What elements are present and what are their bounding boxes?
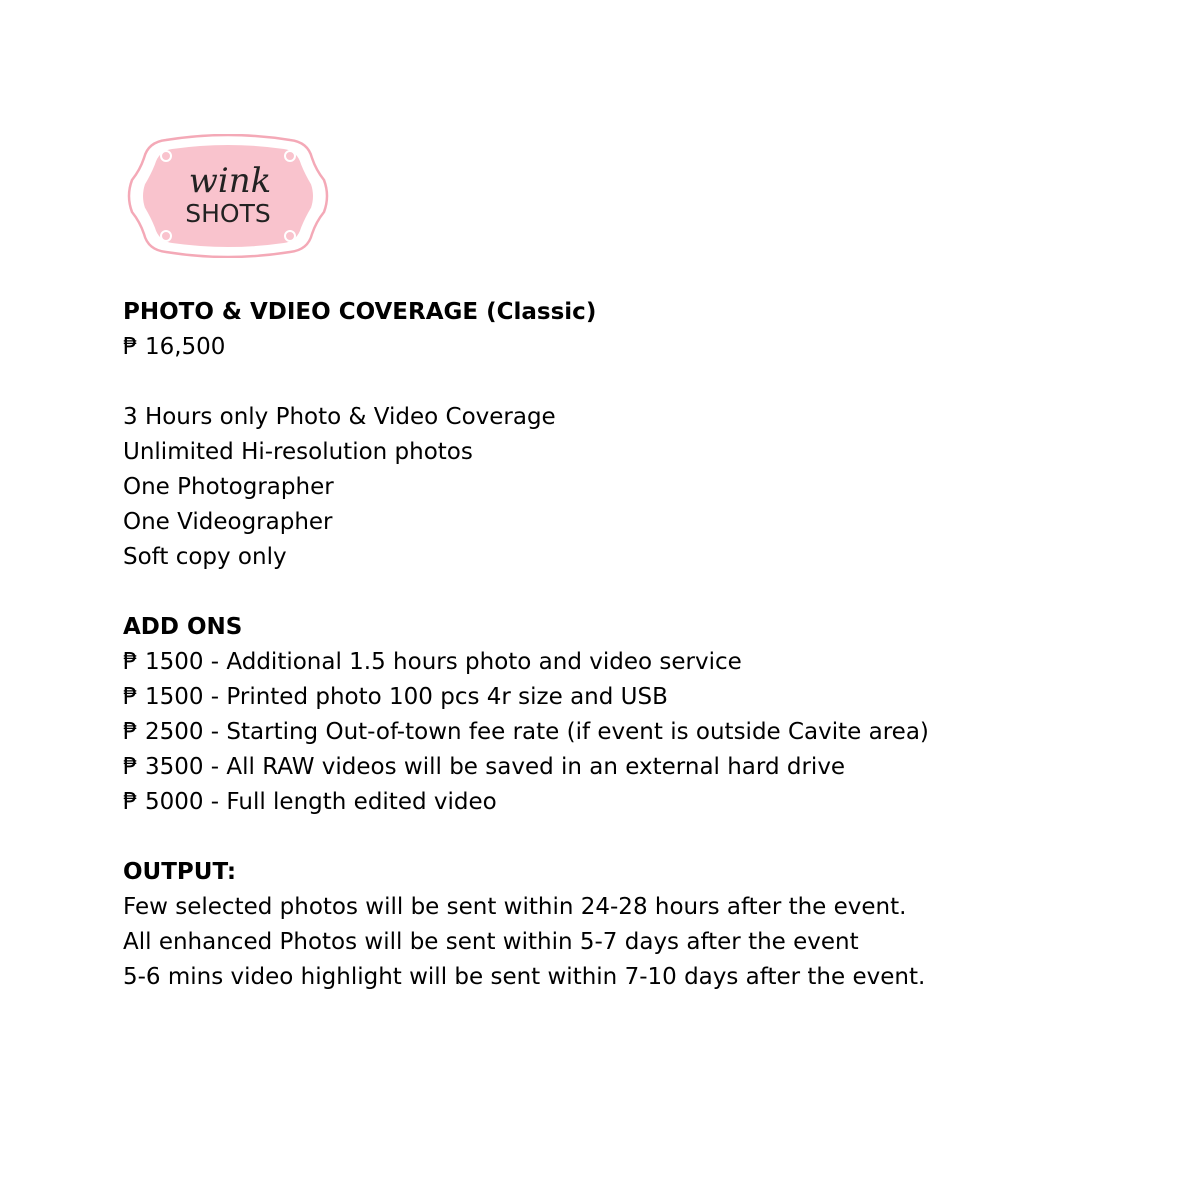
output-item: 5-6 mins video highlight will be sent within 7-10 days after the event. [123,964,926,990]
addons-heading: ADD ONS [123,614,243,640]
wink-shots-logo [126,134,330,258]
addon-item: ₱ 2500 - Starting Out-of-town fee rate (if event is outside Cavite area) [123,719,929,745]
output-list [123,890,1123,995]
feature-item: Soft copy only [123,544,287,570]
addon-item: ₱ 1500 - Additional 1.5 hours photo and video service [123,649,742,675]
addon-item: ₱ 3500 - All RAW videos will be saved in an external hard drive [123,754,846,780]
feature-item: One Videographer [123,509,333,535]
logo-text-shots: SHOTS [185,199,271,228]
output-item: Few selected photos will be sent within 24-28 hours after the event. [123,894,907,920]
price-sheet [123,295,1123,995]
logo-text-wink: wink [188,161,272,201]
spacer [123,820,1123,855]
output-item: All enhanced Photos will be sent within 5-7 days after the event [123,929,859,955]
package-title: PHOTO & VDIEO COVERAGE (Classic) [123,299,597,325]
feature-item: 3 Hours only Photo & Video Coverage [123,404,556,430]
feature-item: One Photographer [123,474,334,500]
logo-frame [126,134,330,258]
package-price: ₱ 16,500 [123,334,226,360]
spacer [123,575,1123,610]
output-heading: OUTPUT: [123,859,237,885]
package-features [123,400,1123,575]
feature-item: Unlimited Hi-resolution photos [123,439,473,465]
addon-item: ₱ 1500 - Printed photo 100 pcs 4r size and USB [123,684,668,710]
spacer [123,365,1123,400]
addons-list [123,645,1123,820]
addon-item: ₱ 5000 - Full length edited video [123,789,497,815]
